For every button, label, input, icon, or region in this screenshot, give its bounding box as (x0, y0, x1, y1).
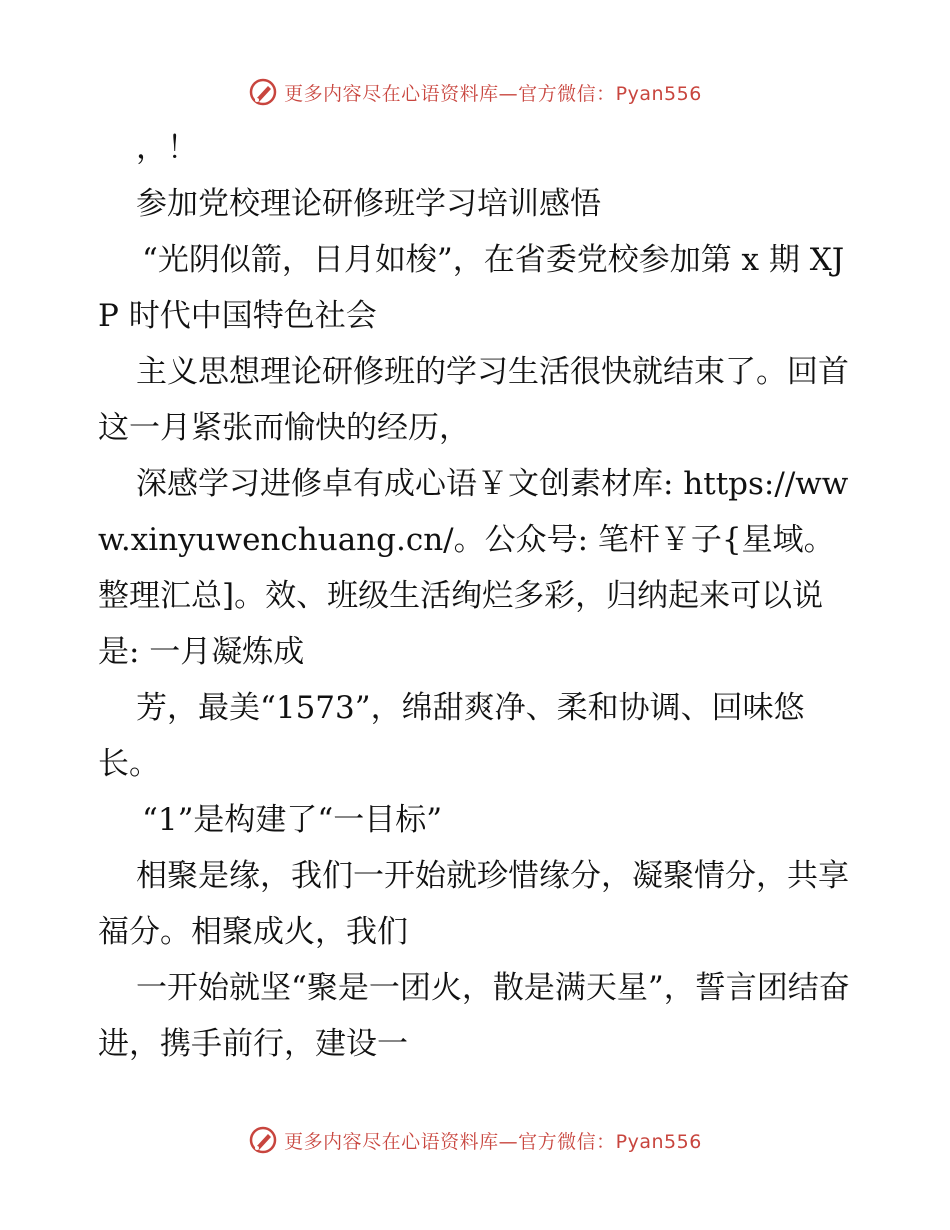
paragraph: 芳，最美“1573”，绵甜爽净、柔和协调、回味悠长。 (98, 690, 805, 782)
pen-nib-icon (248, 77, 278, 107)
header-banner (0, 72, 950, 112)
paragraph: “光阴似箭，日月如梭”，在省委党校参加第 x 期 XJP 时代中国特色社会 (98, 242, 845, 334)
paragraph: 深感学习进修卓有成心语￥文创素材库: https://www.xinyuwenchuang.cn/。公众号: 笔杆￥子{星域。整理汇总]。效、班级生活绚烂多彩，归纳起来可以说是: 一月凝炼成 (98, 466, 849, 670)
pen-nib-icon (248, 1125, 278, 1155)
banner-text: 更多内容尽在心语资料库—官方微信：Pyan556 (284, 1130, 702, 1153)
paragraph: 一开始就坚“聚是一团火，散是满天星”，誓言团结奋进，携手前行，建设一 (98, 970, 850, 1062)
paragraph: 相聚是缘，我们一开始就珍惜缘分，凝聚情分，共享福分。相聚成火，我们 (98, 858, 849, 950)
paragraph: 主义思想理论研修班的学习生活很快就结束了。回首这一月紧张而愉快的经历， (98, 354, 849, 446)
banner-text: 更多内容尽在心语资料库—官方微信：Pyan556 (284, 82, 702, 105)
document-title: 参加党校理论研修班学习培训感悟 (136, 186, 601, 222)
footer-banner (0, 1120, 950, 1160)
section-heading: “1”是构建了“一目标” (142, 802, 443, 838)
document-body (98, 120, 858, 1072)
paragraph: ，！ (136, 130, 198, 166)
